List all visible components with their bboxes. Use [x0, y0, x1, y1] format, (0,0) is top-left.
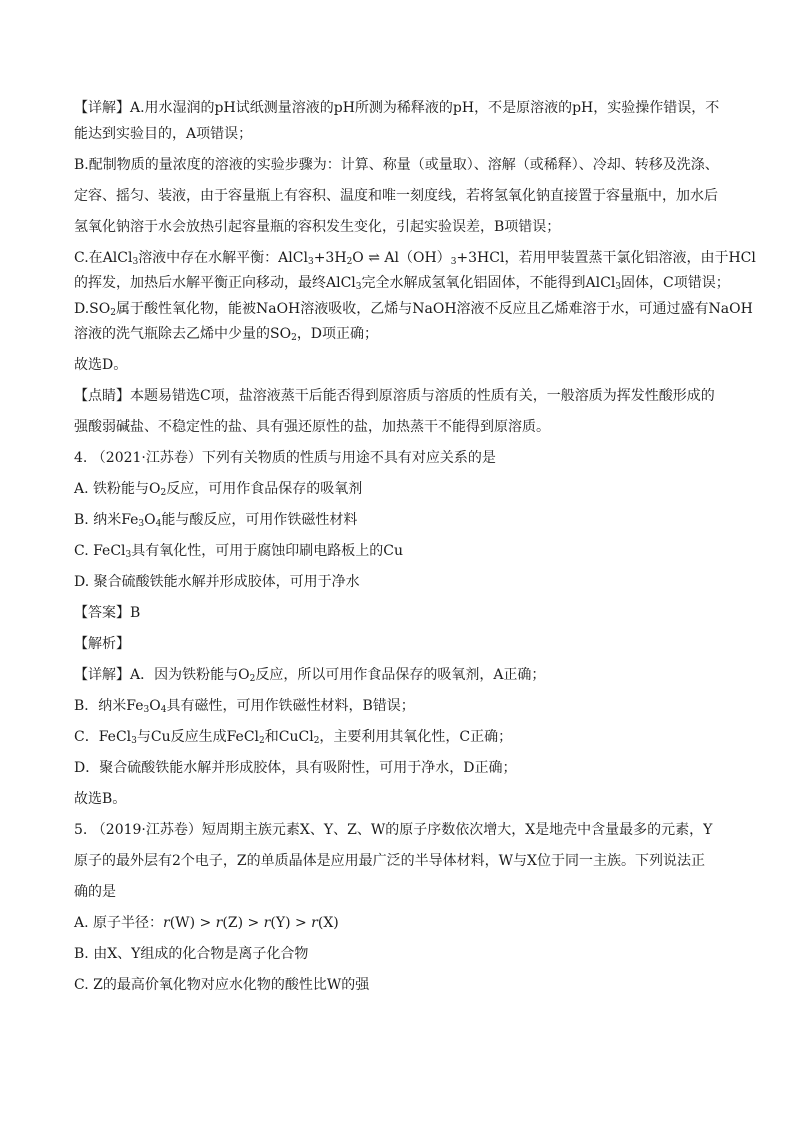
text: A. 铁粉能与O	[74, 481, 161, 498]
text: C. Z的最高价氧化物对应水化物的酸性比W的强	[74, 976, 370, 993]
text: 溶液中存在水解平衡：AlCl	[138, 249, 308, 266]
text: 反应，所以可用作食品保存的吸氧剂，A正确；	[255, 667, 546, 684]
text: 溶液的洗气瓶除去乙烯中少量的SO	[74, 326, 292, 343]
text: 原子的最外层有2个电子，Z的单质晶体是应用最广泛的半导体材料，W与X位于同一主族。下列说法正	[74, 853, 705, 870]
subscript: 2	[160, 488, 167, 499]
text: C. FeCl	[74, 543, 126, 560]
detail-line-2	[74, 122, 724, 148]
text: D．聚合硫酸铁能水解并形成胶体，具有吸附性，可用于净水，D正确；	[74, 760, 517, 777]
q5-stem-line-1	[74, 818, 724, 844]
detail-line-8	[74, 297, 753, 323]
text: 反应，可用作食品保存的吸氧剂	[166, 481, 363, 498]
text: B. 由X、Y组成的化合物是离子化合物	[74, 946, 309, 962]
subscript: 3	[450, 256, 457, 267]
text: 4. （2021·江苏卷）下列有关物质的性质与用途不具有对应关系的是	[74, 450, 496, 467]
subscript: 2	[313, 736, 320, 747]
text: 氢氧化钠溶于水会放热引起容量瓶的容积发生变化，引起实验误差，B项错误；	[74, 218, 561, 235]
q4-detail-a	[74, 663, 724, 689]
subscript: 2	[249, 674, 256, 685]
text: 与Cu反应生成FeCl	[136, 729, 260, 746]
text: 和CuCl	[264, 729, 314, 746]
text: C．FeCl	[74, 729, 132, 746]
subscript: 2	[346, 256, 353, 267]
detail-line-7	[74, 271, 730, 297]
text: 故选D。	[74, 357, 128, 374]
text: O	[149, 698, 161, 715]
tip-line-1	[74, 384, 724, 410]
subscript: 3	[138, 519, 145, 530]
subscript: 2	[259, 736, 265, 747]
text: 【答案】B	[74, 605, 141, 622]
text: 完全水解成氢氧化铝固体，不能得到AlCl	[361, 275, 616, 292]
subscript: 3	[125, 550, 132, 561]
text: B. 纳米Fe	[74, 512, 139, 529]
q4-detail-b	[74, 694, 724, 720]
text: 【详解】A．因为铁粉能与O	[74, 667, 250, 684]
text: 的挥发，加热后水解平衡正向移动，最终AlCl	[74, 275, 356, 292]
subscript: 3	[143, 705, 150, 716]
subscript: 3	[307, 256, 314, 267]
q5-stem-line-2	[74, 849, 724, 875]
detail-line-3	[74, 153, 724, 179]
q5-option-b	[74, 942, 724, 968]
text: 5. （2019·江苏卷）短周期主族元素X、Y、Z、W的原子序数依次增大，X是地壳中含量最多的元素，Y	[74, 822, 713, 839]
q4-answer	[74, 601, 724, 627]
q4-analysis-heading	[74, 632, 724, 658]
radius-symbol: r	[163, 915, 170, 932]
q4-stem	[74, 446, 724, 472]
detail-line-6	[74, 246, 756, 272]
text: 【解析】	[74, 636, 130, 653]
q4-detail-d	[74, 756, 724, 782]
subscript: 4	[155, 519, 162, 530]
text: (Y) >	[270, 915, 312, 932]
subscript: 3	[132, 256, 139, 267]
radius-symbol: r	[263, 915, 271, 932]
detail-line-9	[74, 322, 724, 348]
text: (X)	[317, 915, 339, 932]
text: (Z) >	[222, 915, 264, 932]
q4-conclusion	[74, 787, 724, 813]
text: 属于酸性氧化物，能被NaOH溶液吸收，乙烯与NaOH溶液不反应且乙烯难溶于水，可通过盛有NaOH	[115, 300, 753, 317]
text: 具有磁性，可用作铁磁性材料，B错误；	[166, 698, 415, 715]
text: D. 聚合硫酸铁能水解并形成胶体，可用于净水	[74, 574, 360, 591]
text: A. 原子半径：	[74, 915, 164, 932]
q4-option-c	[74, 539, 724, 565]
detail-line-5	[74, 215, 724, 241]
text: 定容、摇匀、装液，由于容量瓶上有容积、温度和唯一刻度线，若将氢氧化钠直接置于容量瓶中，加水后	[74, 187, 718, 204]
text: 强酸弱碱盐、不稳定性的盐、具有强还原性的盐，加热蒸干不能得到原溶质。	[74, 419, 550, 436]
text: B.配制物质的量浓度的溶液的实验步骤为：计算、称量（或量取）、溶解（或稀释）、冷却、转移及洗涤、	[74, 156, 719, 173]
subscript: 3	[355, 282, 362, 293]
text: D.SO	[74, 300, 111, 317]
q5-stem-line-3	[74, 880, 724, 906]
text: 能达到实验目的，A项错误；	[74, 125, 253, 142]
q4-detail-c	[74, 725, 724, 751]
text: +3H	[313, 249, 347, 266]
text: 能与酸反应，可用作铁磁性材料	[161, 512, 358, 529]
detail-line-1	[74, 96, 724, 122]
text: (W) >	[169, 915, 216, 932]
subscript: 4	[160, 705, 167, 716]
text: +3HCl，若用甲装置蒸干氯化铝溶液，由于HCl	[456, 249, 756, 266]
radius-symbol: r	[311, 915, 318, 932]
detail-conclusion	[74, 353, 724, 379]
q4-option-d	[74, 570, 724, 596]
q5-option-c	[74, 973, 724, 999]
text: ，D项正确；	[296, 326, 379, 343]
tip-line-2	[74, 415, 724, 441]
subscript: 2	[110, 307, 116, 318]
text: 【点睛】本题易错选C项，盐溶液蒸干后能否得到原溶质与溶质的性质有关，一般溶质为挥发性酸形成的	[74, 388, 715, 405]
text: B．纳米Fe	[74, 698, 144, 715]
text: C.在AlCl	[74, 249, 133, 266]
detail-line-4	[74, 184, 724, 210]
text: 固体，C项错误；	[621, 275, 730, 292]
text: O ⇌ Al（OH）	[352, 249, 451, 266]
text: O	[144, 512, 156, 529]
text: 【详解】A.用水湿润的pH试纸测量溶液的pH所测为稀释液的pH，不是原溶液的pH，实验操作错误，不	[74, 100, 720, 116]
q4-option-a	[74, 477, 724, 503]
subscript: 2	[291, 333, 297, 344]
text: 具有氧化性，可用于腐蚀印刷电路板上的Cu	[131, 543, 404, 560]
q4-option-b	[74, 508, 724, 534]
radius-symbol: r	[215, 915, 223, 932]
subscript: 3	[615, 282, 622, 293]
subscript: 3	[131, 736, 137, 747]
text: 确的是	[74, 884, 116, 901]
text: ，主要利用其氧化性，C正确；	[319, 729, 513, 746]
document-content	[74, 96, 756, 999]
text: 故选B。	[74, 791, 127, 808]
q5-option-a	[74, 911, 724, 937]
